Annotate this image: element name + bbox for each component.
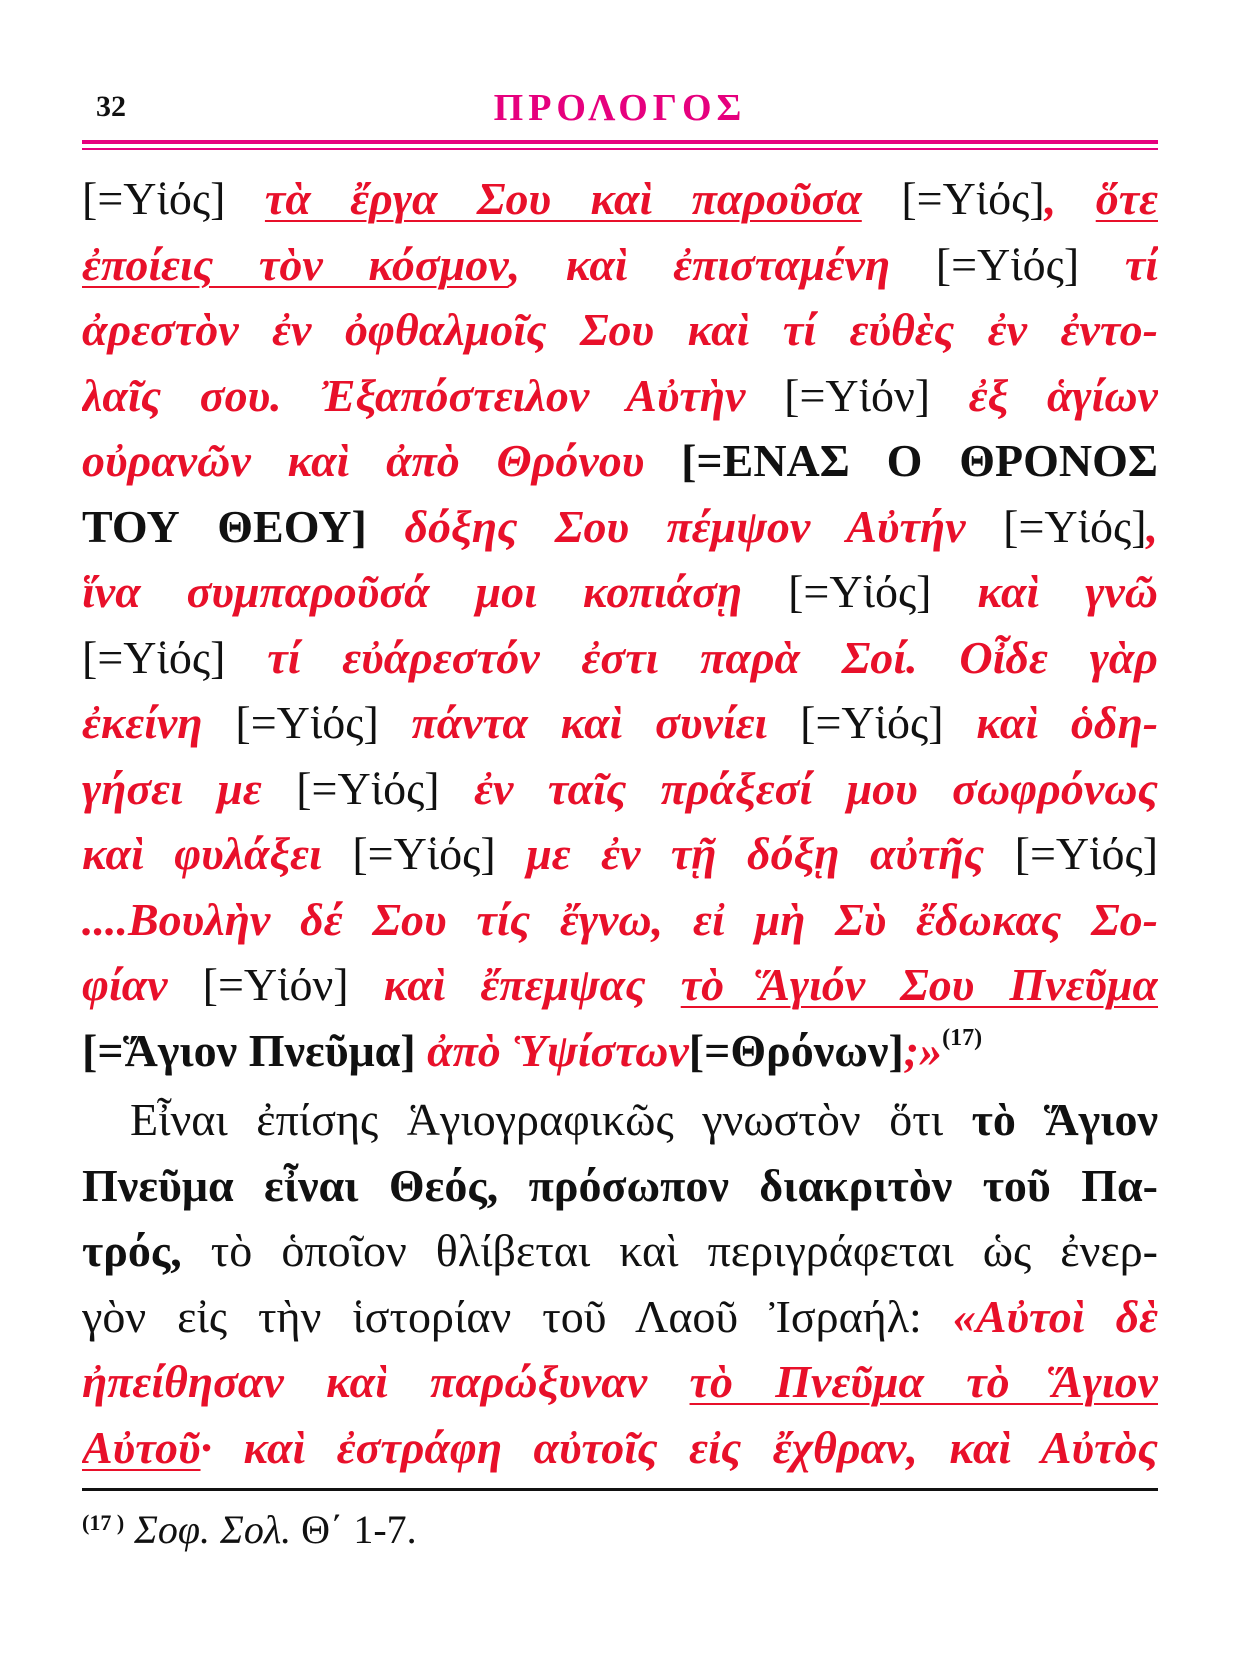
text-line-2: ἐποίεις τὸν κόσμον, καὶ ἐπισταμένη [=Υἱός] τί (82, 238, 1158, 290)
footnote-citation: Θ΄ 1-7. (301, 1507, 417, 1552)
page-header (82, 82, 1158, 132)
text-line-14: [=Ἅγιον Πνεῦμα] ἀπὸ Ὑψίστων[=Θρόνων];»$^{(17)}$ (82, 1024, 983, 1076)
running-title: ΠΡΟΛΟΓΟΣ (493, 87, 747, 129)
para2-line-5: ἠπείθησαν καὶ παρώξυναν τὸ Πνεῦμα τὸ Ἅγιον (82, 1356, 1158, 1407)
text-line-7: ἵνα συμπαροῦσά μοι κοπιάσῃ [=Υἱός] καὶ γνῶ (82, 566, 1158, 617)
para2-line-1: Εἶναι ἐπίσης Ἁγιογραφικῶς γνωστὸν ὅτι τὸ Ἅγιον (130, 1094, 1158, 1145)
text-line-6: ΤΟΥ ΘΕΟΥ] δόξης Σου πέμψον Αὐτήν [=Υἱός], (82, 500, 1158, 552)
page-number: 32 (96, 90, 126, 123)
footnote-number: (17 ) (82, 1510, 125, 1535)
text-line-1: [=Υἱός] τὰ ἔργα Σου καὶ παροῦσα [=Υἱός], ὅτε (82, 173, 1158, 224)
text-line-4: λαῖς σου. Ἐξαπόστειλον Αὐτὴν [=Υἱόν] ἐξ ἁγίων (82, 369, 1158, 421)
text-line-8: [=Υἱός] τί εὐάρεστόν ἐστι παρὰ Σοί. Οἶδε γὰρ (82, 631, 1158, 683)
body-text (82, 166, 1158, 1480)
text-line-3: ἀρεστὸν ἐν ὀφθαλμοῖς Σου καὶ τί εὐθὲς ἐν ἐντο- (82, 304, 1158, 355)
footnote-source: Σοφ. Σολ. (134, 1507, 292, 1552)
footnote (82, 1506, 417, 1553)
text-line-10: γήσει με [=Υἱός] ἐν ταῖς πράξεσί μου σωφρόνως (82, 762, 1158, 814)
footnote-ref: (17) (942, 1024, 983, 1051)
footnote-rule (82, 1488, 1158, 1491)
text-line-5: οὐρανῶν καὶ ἀπὸ Θρόνου [=ΕΝΑΣ Ο ΘΡΟΝΟΣ (82, 435, 1158, 486)
para2-line-2: Πνεῦμα εἶναι Θεός, πρόσωπον διακριτὸν τοῦ Πα- (82, 1159, 1158, 1211)
text-line-11: καὶ φυλάξει [=Υἱός] με ἐν τῇ δόξῃ αὐτῆς [=Υἱός] (82, 828, 1158, 879)
para2-line-4: γὸν εἰς τὴν ἱστορίαν τοῦ Λαοῦ Ἰσραήλ: «Αὐτοὶ δὲ (82, 1290, 1158, 1342)
para2-line-6: Αὐτοῦ· καὶ ἐστράφη αὐτοῖς εἰς ἔχθραν, καὶ Αὐτὸς (82, 1421, 1158, 1473)
header-rule-thick (82, 140, 1158, 144)
text-line-13: φίαν [=Υἱόν] καὶ ἔπεμψας τὸ Ἅγιόν Σου Πνεῦμα (82, 959, 1158, 1010)
text-line-9: ἐκείνη [=Υἱός] πάντα καὶ συνίει [=Υἱός] καὶ ὁδη- (82, 697, 1158, 748)
para2-line-3: τρός, τὸ ὁποῖον θλίβεται καὶ περιγράφεται ὡς ἐνερ- (82, 1225, 1158, 1276)
header-rule-thin (82, 148, 1158, 150)
text-line-12: ....Βουλὴν δέ Σου τίς ἔγνω, εἰ μὴ Σὺ ἔδωκας Σο- (82, 893, 1158, 945)
